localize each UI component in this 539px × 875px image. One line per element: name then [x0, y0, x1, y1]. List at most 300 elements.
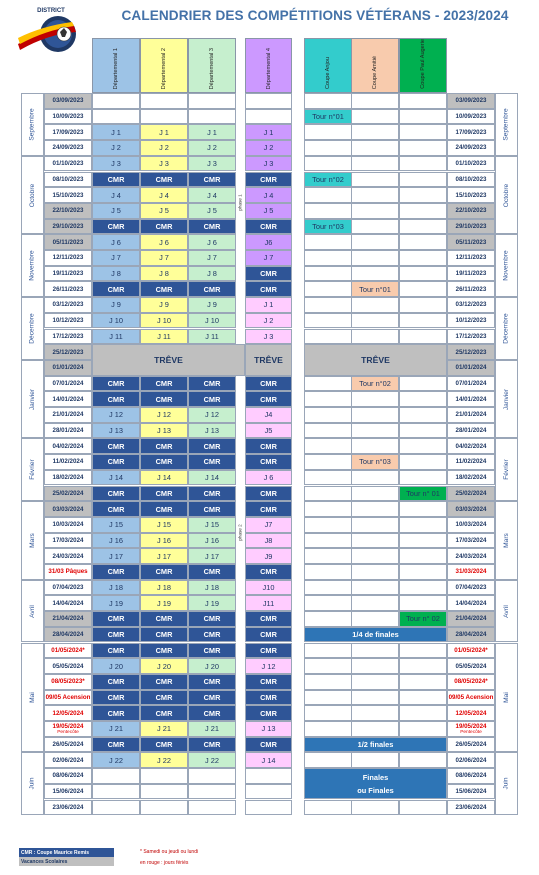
match-cell-d4: J 6: [245, 470, 292, 486]
match-cell-d1: J 9: [92, 297, 140, 313]
column-header-d4: [245, 38, 292, 93]
date-text: 08/10/2023: [52, 175, 84, 183]
match-cell-d3: J 22: [188, 752, 236, 768]
phase-gap: [236, 313, 245, 329]
month-name: Novembre: [29, 250, 37, 281]
date-cell-left: [44, 627, 92, 643]
note-asterisk: * Samedi ou jeudi ou lundi: [140, 849, 199, 855]
date-cell-right: [447, 627, 495, 643]
phase-gap: [236, 109, 245, 125]
cup-cell-anjou: [304, 470, 352, 486]
holiday-label: Pentecôte: [460, 729, 482, 735]
date-text: 12/05/2024: [455, 709, 487, 717]
match-cell-d2: CMR: [140, 627, 188, 643]
match-cell-d4: J 3: [245, 329, 292, 345]
date-text: 03/03/2024: [455, 505, 487, 513]
cup-cell-anjou: [304, 124, 352, 140]
match-cell-d3: J 19: [188, 595, 236, 611]
month-label-left: [21, 234, 44, 297]
cup-cell-anjou: [304, 611, 352, 627]
match-cell-d3: J 1: [188, 124, 236, 140]
match-cell-d1: J 3: [92, 156, 140, 172]
date-cell-left: [44, 454, 92, 470]
date-cell-left: [44, 93, 92, 109]
match-cell-d2: J 2: [140, 140, 188, 156]
date-text: 14/04/2024: [455, 599, 487, 607]
cup-cell-pa: [399, 690, 447, 706]
match-cell-d1: J 13: [92, 423, 140, 439]
match-cell-d4: [245, 768, 292, 784]
cup-cell-pa: [399, 438, 447, 454]
date-text: 19/05/2024: [455, 722, 487, 730]
cup-cell-anjou: [304, 705, 352, 721]
month-name: Décembre: [503, 313, 511, 344]
match-cell-d4: J 2: [245, 313, 292, 329]
cup-cell-pa: [399, 658, 447, 674]
cup-cell-anjou: [304, 423, 352, 439]
cup-cell-pa: [399, 454, 447, 470]
column-header-label: Départemental 2: [161, 47, 167, 89]
date-text: 24/03/2024: [52, 552, 84, 560]
cup-cell-amitie: [351, 752, 399, 768]
match-cell-d4: [245, 93, 292, 109]
phase-gap: [236, 611, 245, 627]
date-text: 17/09/2023: [52, 128, 84, 136]
date-text: 26/05/2024: [52, 741, 84, 749]
phase-gap: [236, 407, 245, 423]
cup-cell-pa: [399, 250, 447, 266]
cup-cell-anjou: [304, 643, 352, 659]
month-name: Septembre: [503, 108, 511, 141]
match-cell-d2: [140, 784, 188, 800]
month-label-right: [495, 93, 518, 156]
date-text: 29/10/2023: [52, 222, 84, 230]
cup-cell-anjou: [304, 501, 352, 517]
match-cell-d3: J 18: [188, 580, 236, 596]
date-text: 07/04/2023: [52, 584, 84, 592]
match-cell-d1: CMR: [92, 611, 140, 627]
date-text: 21/04/2024: [455, 615, 487, 623]
column-header-amitie: [351, 38, 399, 93]
date-cell-right: [447, 800, 495, 816]
date-text: 21/01/2024: [455, 411, 487, 419]
match-cell-d2: CMR: [140, 391, 188, 407]
match-cell-d4: J7: [245, 517, 292, 533]
match-cell-d3: J 6: [188, 234, 236, 250]
match-cell-d2: J 4: [140, 187, 188, 203]
date-cell-left: [44, 156, 92, 172]
cup-cell-pa: [399, 391, 447, 407]
match-cell-d1: CMR: [92, 454, 140, 470]
match-cell-d2: J 16: [140, 533, 188, 549]
phase-gap: [236, 737, 245, 753]
date-text: 09/05 Acension: [45, 693, 91, 701]
match-cell-d3: J 13: [188, 423, 236, 439]
match-cell-d3: J 10: [188, 313, 236, 329]
phase-gap: [236, 140, 245, 156]
phase-gap: [236, 580, 245, 596]
match-cell-d3: [188, 93, 236, 109]
match-cell-d2: J 10: [140, 313, 188, 329]
match-cell-d2: J 14: [140, 470, 188, 486]
date-cell-right: [447, 595, 495, 611]
match-cell-d2: CMR: [140, 564, 188, 580]
date-cell-left: [44, 423, 92, 439]
match-cell-d3: CMR: [188, 454, 236, 470]
match-cell-d1: J 15: [92, 517, 140, 533]
match-cell-d3: J 4: [188, 187, 236, 203]
month-name: Mars: [29, 533, 36, 548]
date-cell-right: [447, 203, 495, 219]
month-label-left: [21, 297, 44, 360]
date-text: 24/03/2024: [455, 552, 487, 560]
match-cell-d2: CMR: [140, 674, 188, 690]
date-text: 01/01/2024: [52, 364, 84, 372]
match-cell-d3: J 17: [188, 548, 236, 564]
match-cell-d2: J 17: [140, 548, 188, 564]
match-cell-d4: J 3: [245, 156, 292, 172]
date-text: 31/03/2024: [455, 568, 487, 576]
match-cell-d4: J6: [245, 234, 292, 250]
match-cell-d2: [140, 93, 188, 109]
date-text: 02/06/2024: [52, 756, 84, 764]
month-label-right: [495, 234, 518, 297]
phase-gap: [236, 595, 245, 611]
match-cell-d4: CMR: [245, 266, 292, 282]
phase-gap: [236, 564, 245, 580]
date-text: 15/10/2023: [455, 191, 487, 199]
date-cell-left: [44, 470, 92, 486]
match-cell-d2: CMR: [140, 643, 188, 659]
match-cell-d3: [188, 109, 236, 125]
month-name: Février: [28, 459, 36, 481]
match-cell-d2: CMR: [140, 219, 188, 235]
date-text: 17/03/2024: [455, 536, 487, 544]
cup-cell-pa: [399, 470, 447, 486]
cup-cell-pa: [399, 156, 447, 172]
cup-cell-anjou: [304, 752, 352, 768]
date-cell-left: [44, 266, 92, 282]
date-cell-left: [44, 595, 92, 611]
phase-gap: [236, 250, 245, 266]
date-text: 07/01/2024: [52, 379, 84, 387]
column-header-d3: [188, 38, 236, 93]
match-cell-d3: [188, 784, 236, 800]
date-cell-right: [447, 219, 495, 235]
date-cell-left: [44, 800, 92, 816]
match-cell-d4: J 7: [245, 250, 292, 266]
cup-cell-anjou: [304, 580, 352, 596]
match-cell-d3: [188, 800, 236, 816]
date-cell-left: [44, 329, 92, 345]
date-cell-left: [44, 203, 92, 219]
legend-vacances: Vacances Scolaires: [19, 857, 114, 866]
date-text: 26/05/2024: [455, 741, 487, 749]
date-text: 10/03/2024: [455, 521, 487, 529]
date-text: 01/10/2023: [52, 160, 84, 168]
match-cell-d4: CMR: [245, 438, 292, 454]
date-cell-left: [44, 344, 92, 360]
match-cell-d2: J 9: [140, 297, 188, 313]
date-text: 12/11/2023: [52, 254, 84, 262]
cup-cell-pa: [399, 93, 447, 109]
column-header-label: Coupe Paul Augerie: [420, 39, 426, 89]
match-cell-d3: CMR: [188, 376, 236, 392]
cup-cell-anjou: [304, 281, 352, 297]
cup-cell-amitie: [351, 721, 399, 737]
date-cell-left: [44, 124, 92, 140]
month-name: Décembre: [29, 313, 37, 344]
date-text: 10/09/2023: [455, 113, 487, 121]
month-label-right: [495, 360, 518, 439]
date-cell-left: [44, 674, 92, 690]
match-cell-d4: J10: [245, 580, 292, 596]
match-cell-d4: CMR: [245, 376, 292, 392]
date-cell-left: [44, 533, 92, 549]
date-cell-right: [447, 281, 495, 297]
cup-cell-pa: [399, 297, 447, 313]
date-cell-left: [44, 234, 92, 250]
phase-gap: [236, 93, 245, 109]
date-text: 18/02/2024: [52, 474, 84, 482]
match-cell-d1: J 19: [92, 595, 140, 611]
date-cell-left: [44, 140, 92, 156]
date-cell-left: [44, 360, 92, 376]
cup-cell-pa: [399, 705, 447, 721]
date-cell-right: [447, 674, 495, 690]
cup-cell-pa: [399, 533, 447, 549]
date-text: 01/10/2023: [455, 160, 487, 168]
cup-cell-amitie: Tour n°02: [351, 376, 399, 392]
match-cell-d1: J 12: [92, 407, 140, 423]
date-cell-right: [447, 752, 495, 768]
match-cell-d3: J 16: [188, 533, 236, 549]
column-header-d2: [140, 38, 188, 93]
date-text: 19/11/2023: [455, 270, 487, 278]
date-text: 14/04/2024: [52, 599, 84, 607]
match-cell-d1: J 11: [92, 329, 140, 345]
cup-cell-pa: [399, 548, 447, 564]
match-cell-d4: CMR: [245, 454, 292, 470]
match-cell-d4: J4: [245, 407, 292, 423]
match-cell-d3: CMR: [188, 705, 236, 721]
match-cell-d1: [92, 768, 140, 784]
match-cell-d2: CMR: [140, 281, 188, 297]
cup-cell-amitie: [351, 548, 399, 564]
column-header-pa: [399, 38, 447, 93]
match-cell-d1: CMR: [92, 438, 140, 454]
date-cell-right: [447, 690, 495, 706]
match-cell-d1: CMR: [92, 643, 140, 659]
cup-cell-anjou: [304, 203, 352, 219]
finals-block: [304, 768, 447, 799]
match-cell-d4: J 1: [245, 297, 292, 313]
month-label-left: [21, 580, 44, 643]
match-cell-d1: J 5: [92, 203, 140, 219]
match-cell-d1: J 22: [92, 752, 140, 768]
date-text: 01/05/2024*: [51, 646, 85, 654]
cup-cell-anjou: [304, 564, 352, 580]
match-cell-d2: J 8: [140, 266, 188, 282]
phase-label: [236, 501, 245, 564]
phase-gap: [236, 329, 245, 345]
cup-cell-amitie: [351, 124, 399, 140]
match-cell-d1: [92, 800, 140, 816]
date-cell-right: [447, 376, 495, 392]
cup-cell-pa: [399, 721, 447, 737]
match-cell-d4: CMR: [245, 281, 292, 297]
match-cell-d4: CMR: [245, 486, 292, 502]
match-cell-d4: J 5: [245, 203, 292, 219]
date-text: 28/01/2024: [52, 427, 84, 435]
date-text: 10/12/2023: [455, 317, 487, 325]
phase-gap: [236, 674, 245, 690]
match-cell-d3: J 21: [188, 721, 236, 737]
date-cell-left: [44, 219, 92, 235]
match-cell-d1: J 17: [92, 548, 140, 564]
match-cell-d3: J 7: [188, 250, 236, 266]
match-cell-d3: CMR: [188, 219, 236, 235]
match-cell-d2: J 19: [140, 595, 188, 611]
date-text: 25/12/2023: [455, 348, 487, 356]
date-text: 05/05/2024: [52, 662, 84, 670]
cup-cell-amitie: [351, 297, 399, 313]
cup-cell-pa: [399, 219, 447, 235]
match-cell-d2: J 1: [140, 124, 188, 140]
date-text: 23/06/2024: [52, 803, 84, 811]
cup-cell-pa: Tour n° 01: [399, 486, 447, 502]
cup-cell-anjou: [304, 454, 352, 470]
cup-cell-pa: [399, 187, 447, 203]
date-text: 25/12/2023: [52, 348, 84, 356]
match-cell-d1: CMR: [92, 486, 140, 502]
date-cell-right: [447, 329, 495, 345]
date-text: 10/09/2023: [52, 113, 84, 121]
column-header-label: Départemental 1: [113, 47, 119, 89]
month-label-right: [495, 438, 518, 501]
match-cell-d3: CMR: [188, 690, 236, 706]
date-text: 07/04/2023: [455, 584, 487, 592]
cup-cell-anjou: [304, 234, 352, 250]
date-cell-left: [44, 281, 92, 297]
match-cell-d1: CMR: [92, 376, 140, 392]
cup-cell-amitie: [351, 564, 399, 580]
match-cell-d3: CMR: [188, 611, 236, 627]
month-name: Janvier: [29, 388, 37, 410]
phase-gap: [236, 800, 245, 816]
date-cell-left: [44, 391, 92, 407]
page-title: CALENDRIER DES COMPÉTITIONS VÉTÉRANS - 2023/2024: [121, 8, 509, 23]
date-cell-right: [447, 156, 495, 172]
match-cell-d2: CMR: [140, 705, 188, 721]
column-header-d1: [92, 38, 140, 93]
phase-gap: [236, 784, 245, 800]
month-name: Mai: [29, 692, 36, 703]
match-cell-d3: CMR: [188, 281, 236, 297]
date-text: 28/04/2024: [455, 631, 487, 639]
match-cell-d2: [140, 768, 188, 784]
phase-gap: [236, 391, 245, 407]
month-name: Mai: [503, 692, 510, 703]
date-text: 14/01/2024: [52, 395, 84, 403]
date-text: 12/05/2024: [52, 709, 84, 717]
match-cell-d1: J 1: [92, 124, 140, 140]
match-cell-d3: CMR: [188, 674, 236, 690]
cup-cell-anjou: [304, 517, 352, 533]
cup-cell-amitie: [351, 486, 399, 502]
date-cell-left: [44, 501, 92, 517]
date-text: 08/06/2024: [455, 772, 487, 780]
date-text: 05/11/2023: [455, 238, 487, 246]
date-cell-left: [44, 643, 92, 659]
month-name: Octobre: [503, 183, 510, 207]
month-label-right: [495, 156, 518, 235]
match-cell-d2: CMR: [140, 172, 188, 188]
cup-cell-anjou: [304, 548, 352, 564]
date-cell-right: [447, 172, 495, 188]
cup-cell-amitie: [351, 109, 399, 125]
phase-gap: [236, 658, 245, 674]
date-text: 18/02/2024: [455, 474, 487, 482]
match-cell-d1: J 16: [92, 533, 140, 549]
match-cell-d4: CMR: [245, 172, 292, 188]
note-red-days: en rouge : jours fériés: [140, 860, 189, 866]
match-cell-d3: J 11: [188, 329, 236, 345]
match-cell-d4: J5: [245, 423, 292, 439]
match-cell-d2: CMR: [140, 690, 188, 706]
cup-cell-anjou: Tour n°02: [304, 172, 352, 188]
date-text: 17/03/2024: [52, 536, 84, 544]
date-cell-left: [44, 784, 92, 800]
date-cell-left: [44, 407, 92, 423]
cup-round-bar: 1/2 finales: [304, 737, 447, 753]
cup-cell-amitie: [351, 93, 399, 109]
date-text: 26/11/2023: [52, 285, 84, 293]
match-cell-d3: J 15: [188, 517, 236, 533]
cup-cell-anjou: [304, 391, 352, 407]
match-cell-d3: CMR: [188, 627, 236, 643]
cup-cell-amitie: Tour n°03: [351, 454, 399, 470]
cup-cell-anjou: [304, 187, 352, 203]
date-text: 08/06/2024: [52, 772, 84, 780]
match-cell-d3: CMR: [188, 172, 236, 188]
match-cell-d2: J 18: [140, 580, 188, 596]
cup-cell-pa: [399, 313, 447, 329]
date-cell-right: [447, 564, 495, 580]
month-label-right: [495, 580, 518, 643]
date-cell-left: [44, 768, 92, 784]
date-text: 19/05/2024: [52, 722, 84, 730]
date-text: 21/01/2024: [52, 411, 84, 419]
date-cell-left: [44, 752, 92, 768]
date-cell-left: [44, 172, 92, 188]
cup-cell-anjou: [304, 376, 352, 392]
cup-cell-pa: [399, 109, 447, 125]
cup-cell-pa: [399, 643, 447, 659]
cup-cell-amitie: [351, 423, 399, 439]
match-cell-d4: CMR: [245, 219, 292, 235]
match-cell-d1: CMR: [92, 391, 140, 407]
treve-block-cups: TRÊVE: [304, 344, 447, 375]
phase-gap: [236, 768, 245, 784]
cup-cell-amitie: [351, 658, 399, 674]
match-cell-d3: CMR: [188, 486, 236, 502]
finals-label-2: ou Finales: [357, 785, 394, 795]
month-name: Avril: [502, 604, 510, 618]
cup-cell-pa: [399, 124, 447, 140]
date-cell-left: [44, 187, 92, 203]
date-cell-right: [447, 140, 495, 156]
